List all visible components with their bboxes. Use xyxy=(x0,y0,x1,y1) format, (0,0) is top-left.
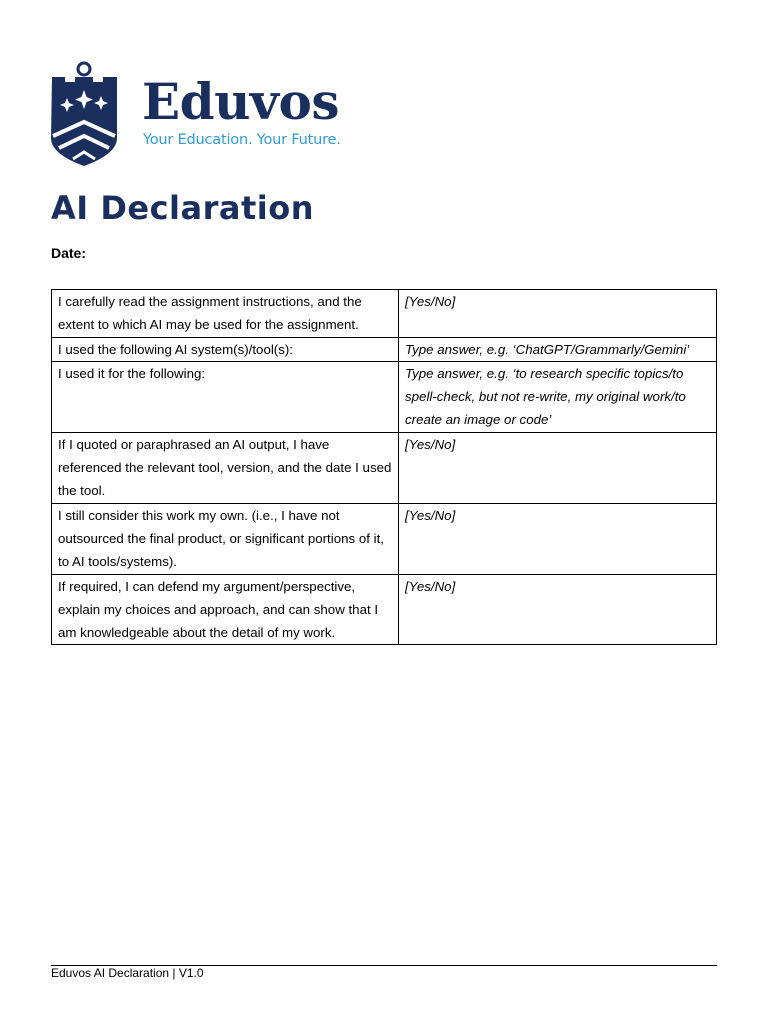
answer-cell[interactable]: [Yes/No] xyxy=(399,574,717,645)
answer-cell[interactable]: Type answer, e.g. ‘ChatGPT/Grammarly/Gemini’ xyxy=(399,337,717,361)
brand-tagline: Your Education. Your Future. xyxy=(143,132,341,148)
table-row xyxy=(52,432,717,503)
answer-cell[interactable]: [Yes/No] xyxy=(399,503,717,574)
declaration-table xyxy=(51,289,717,645)
page-title: AI Declaration xyxy=(51,189,315,227)
brand-wordmark: Eduvos xyxy=(142,72,339,131)
answer-cell[interactable]: [Yes/No] xyxy=(399,432,717,503)
table-row xyxy=(52,503,717,574)
question-cell: I used it for the following: xyxy=(52,361,399,432)
question-cell: If I quoted or paraphrased an AI output, I have referenced the relevant tool, version, and the date I used the tool. xyxy=(52,432,399,503)
question-cell: I still consider this work my own. (i.e., I have not outsourced the final product, or significant portions of it, to AI tools/systems). xyxy=(52,503,399,574)
footer-text: Eduvos AI Declaration | V1.0 xyxy=(51,966,204,980)
eduvos-logo xyxy=(51,60,361,170)
question-cell: If required, I can defend my argument/perspective, explain my choices and approach, and can show that I am knowledgeable about the detail of my work. xyxy=(52,574,399,645)
date-label: Date: xyxy=(51,245,87,261)
table-row xyxy=(52,574,717,645)
shield-crest-icon xyxy=(51,60,121,168)
answer-cell[interactable]: [Yes/No] xyxy=(399,290,717,338)
table-row xyxy=(52,290,717,338)
question-cell: I used the following AI system(s)/tool(s): xyxy=(52,337,399,361)
answer-cell[interactable]: Type answer, e.g. ‘to research specific topics/to spell-check, but not re-write, my original work/to create an image or code’ xyxy=(399,361,717,432)
question-cell: I carefully read the assignment instructions, and the extent to which AI may be used for the assignment. xyxy=(52,290,399,338)
table-row xyxy=(52,361,717,432)
table-row xyxy=(52,337,717,361)
